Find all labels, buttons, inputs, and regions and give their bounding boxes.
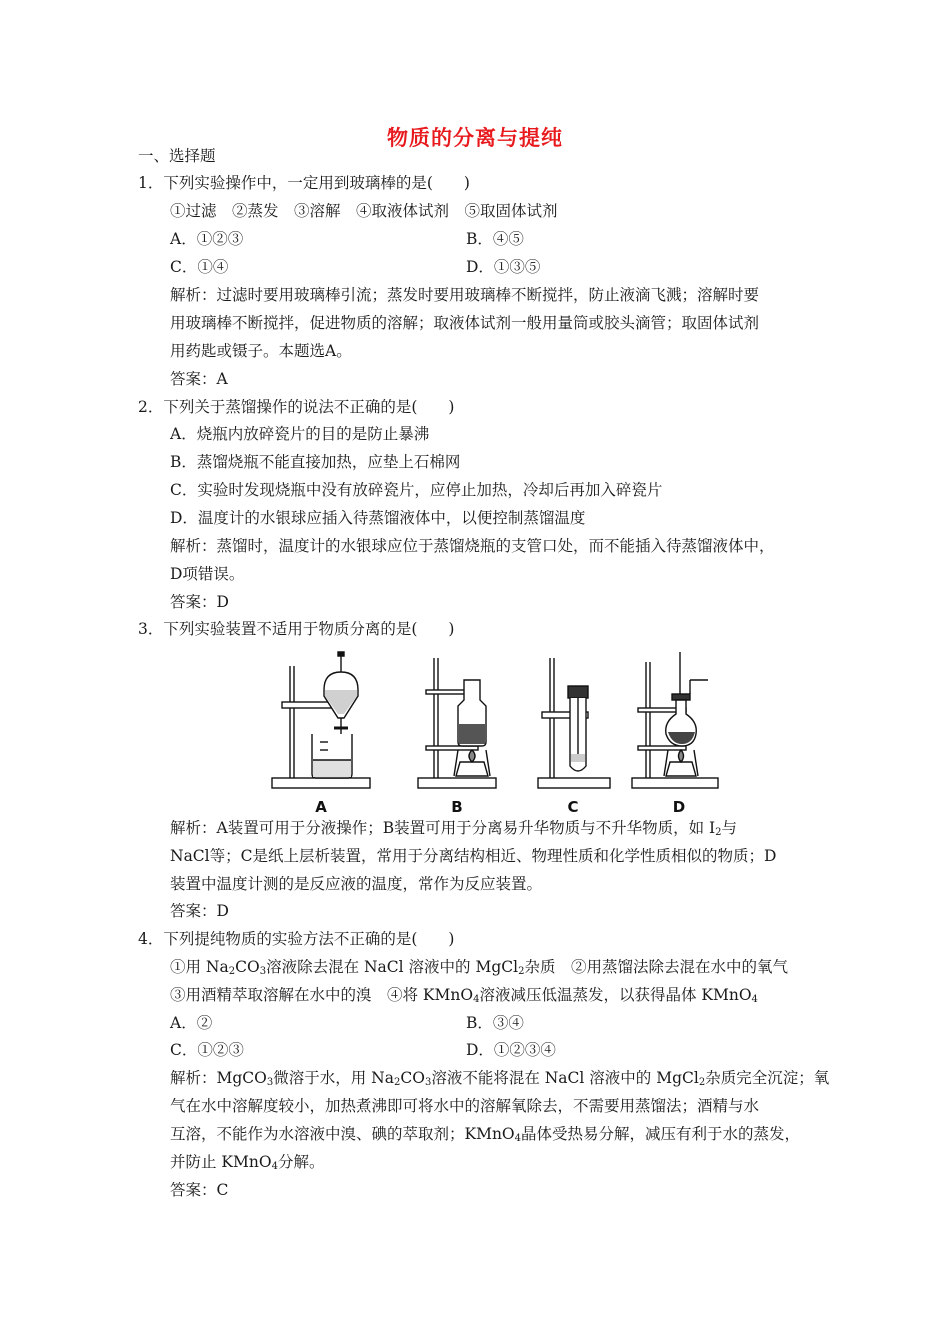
q2-answer: 答案：D	[170, 593, 229, 611]
q2-analysis-line2: D项错误。	[170, 565, 245, 583]
figure-label-b: B	[451, 798, 463, 816]
q4-analysis-line2: 气在水中溶解度较小，加热煮沸即可将水中的溶解氧除去，不需要用蒸馏法；酒精与水	[170, 1097, 760, 1115]
q2-analysis-line1: 解析：蒸馏时，温度计的水银球应位于蒸馏烧瓶的支管口处，而不能插入待蒸馏液体中，	[170, 537, 775, 555]
q1-option-a: A．①②③	[170, 230, 244, 248]
q4-analysis-line3: 互溶，不能作为水溶液中溴、碘的萃取剂；KMnO$_4$晶体受热易分解，减压有利于水的蒸发，	[170, 1125, 801, 1144]
q4-answer: 答案：C	[170, 1181, 229, 1199]
q2-option-c: C．实验时发现烧瓶中没有放碎瓷片，应停止加热，冷却后再加入碎瓷片	[170, 481, 663, 499]
q3-answer: 答案：D	[170, 902, 229, 920]
q4-analysis-line4: 并防止 KMnO$_4$分解。	[170, 1153, 325, 1172]
q4-statement-line2: ③用酒精萃取溶解在水中的溴 ④将 KMnO$_4$溶液减压低温蒸发，以获得晶体 KMnO$_4$	[170, 986, 758, 1005]
figure-label-c: C	[567, 798, 579, 816]
q2-option-d: D．温度计的水银球应插入待蒸馏液体中，以便控制蒸馏温度	[170, 509, 586, 527]
q4-analysis-line1: 解析：MgCO$_3$微溶于水，用 $Na_2CO_3$溶液不能将混在 NaCl 溶液中的 MgCl$_2$杂质完全沉淀；氧	[170, 1069, 830, 1088]
q1-analysis-line1: 解析：过滤时要用玻璃棒引流；蒸发时要用玻璃棒不断搅拌，防止液滴飞溅；溶解时要	[170, 286, 760, 304]
page-title: 物质的分离与提纯	[387, 126, 563, 150]
q4-statement-line1: ①用 $Na_2CO_3$溶液除去混在 NaCl 溶液中的 MgCl$_2$杂质 ②用蒸馏法除去混在水中的氧气	[170, 958, 788, 977]
q4-option-b: B．③④	[466, 1014, 524, 1032]
apparatus-c-chromatography	[538, 658, 610, 788]
figure-label-d: D	[672, 798, 686, 816]
apparatus-figure	[268, 650, 728, 820]
q3-analysis-line1: 解析：A装置可用于分液操作；B装置可用于分离易升华物质与不升华物质，如 $I_2$与	[170, 819, 738, 838]
q1-analysis-line2: 用玻璃棒不断搅拌，促进物质的溶解；取液体试剂一般用量筒或胶头滴管；取固体试剂	[170, 314, 760, 332]
figure-label-a: A	[315, 798, 327, 816]
q2-stem: 2．下列关于蒸馏操作的说法不正确的是( )	[138, 398, 455, 416]
q4-option-d: D．①②③④	[466, 1041, 556, 1059]
apparatus-b-sublimation	[418, 658, 496, 788]
section-heading: 一、选择题	[138, 147, 216, 165]
q1-option-b: B．④⑤	[466, 230, 524, 248]
q3-stem: 3．下列实验装置不适用于物质分离的是( )	[138, 620, 455, 638]
q3-analysis-line3: 装置中温度计测的是反应液的温度，常作为反应装置。	[170, 875, 543, 893]
q4-stem: 4．下列提纯物质的实验方法不正确的是( )	[138, 930, 455, 948]
q1-option-d: D．①③⑤	[466, 258, 541, 276]
q4-option-c: C．①②③	[170, 1041, 244, 1059]
q1-items: ①过滤 ②蒸发 ③溶解 ④取液体试剂 ⑤取固体试剂	[170, 202, 558, 220]
q2-option-b: B．蒸馏烧瓶不能直接加热，应垫上石棉网	[170, 453, 461, 471]
apparatus-d-flask-thermometer	[632, 652, 718, 788]
q1-analysis-line3: 用药匙或镊子。本题选A。	[170, 342, 352, 360]
q4-option-a: A．②	[170, 1014, 213, 1032]
q1-stem: 1．下列实验操作中，一定用到玻璃棒的是( )	[138, 174, 470, 192]
q3-analysis-line2: NaCl等；C是纸上层析装置，常用于分离结构相近、物理性质和化学性质相似的物质；D	[170, 847, 777, 865]
q1-option-c: C．①④	[170, 258, 229, 276]
apparatus-a-separatory-funnel	[272, 652, 370, 788]
q1-answer: 答案：A	[170, 370, 228, 388]
q2-option-a: A．烧瓶内放碎瓷片的目的是防止暴沸	[170, 425, 430, 443]
